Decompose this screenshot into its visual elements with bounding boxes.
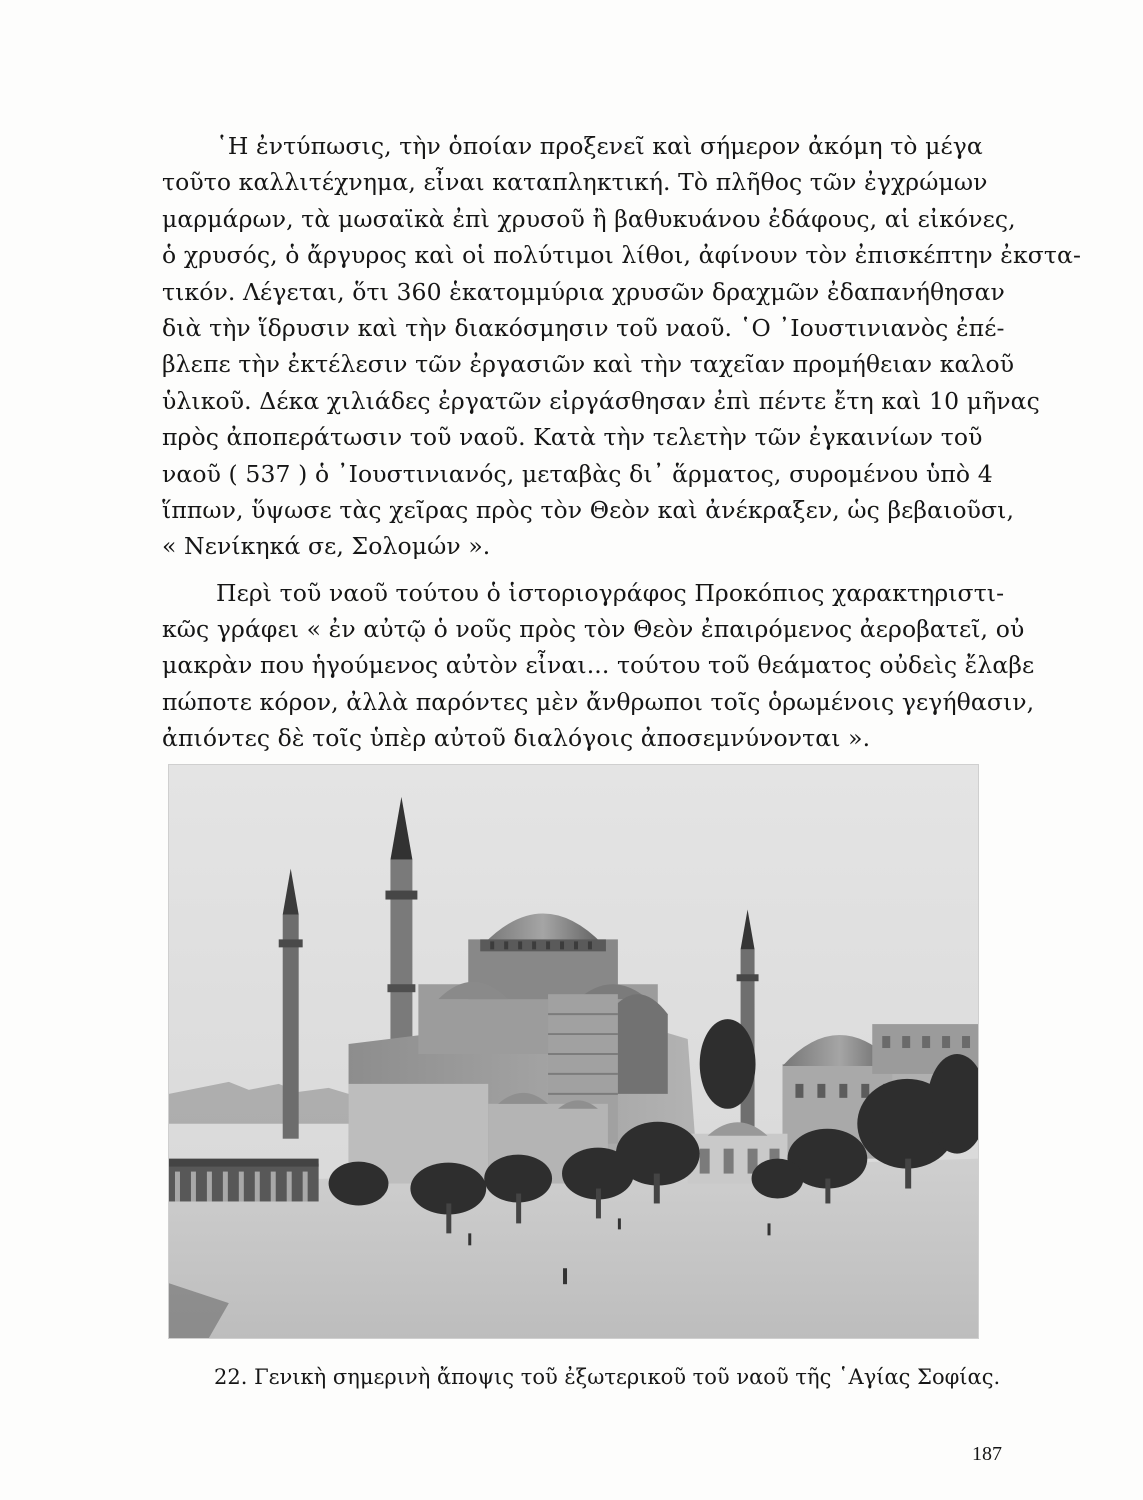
paragraph-1-line: « Νενίκηκά σε, Σολομών ». (162, 532, 491, 561)
hagia-sophia-illustration (169, 765, 978, 1338)
paragraph-1-line: ὑλικοῦ. Δέκα χιλιάδες ἐργατῶν εἰργάσθησαν ἐπὶ πέντε ἔτη καὶ 10 μῆνας (162, 386, 1040, 415)
paragraph-1-line: ῾Η ἐντύπωσις, τὴν ὁποίαν προξενεῖ καὶ σήμερον ἀκόμη τὸ μέγα (216, 132, 983, 160)
paragraph-2-line: μακρὰν που ἡγούμενος αὐτὸν εἶναι... τούτου τοῦ θεάματος οὐδεὶς ἔλαβε (162, 651, 1035, 680)
paragraph-gap (162, 565, 1004, 575)
paragraph-1-line: διὰ τὴν ἵδρυσιν καὶ τὴν διακόσμησιν τοῦ ναοῦ. ῾Ο ᾽Ιουστινιανὸς ἐπέ- (162, 313, 1005, 342)
page-number: 187 (972, 1443, 1002, 1465)
paragraph-1-line: μαρμάρων, τὰ μωσαϊκὰ ἐπὶ χρυσοῦ ἢ βαθυκυάνου ἐδάφους, αἱ εἰκόνες, (162, 204, 1016, 233)
paragraph-1-line: βλεπε τὴν ἐκτέλεσιν τῶν ἐργασιῶν καὶ τὴν ταχεῖαν προμήθειαν καλοῦ (162, 350, 1015, 379)
paragraph-2-line: ἀπιόντες δὲ τοῖς ὑπὲρ αὐτοῦ διαλόγοις ἀποσεμνύνονται ». (162, 724, 871, 753)
paragraph-1-line: ναοῦ ( 537 ) ὁ ᾽Ιουστινιανός, μεταβὰς δι᾽ ἅρματος, συρομένου ὑπὸ 4 (162, 459, 993, 488)
paragraph-1-line: ὁ χρυσός, ὁ ἄργυρος καὶ οἱ πολύτιμοι λίθοι, ἀφίνουν τὸν ἐπισκέπτην ἐκστα- (162, 241, 1082, 270)
paragraph-1-line: πρὸς ἀποπεράτωσιν τοῦ ναοῦ. Κατὰ τὴν τελετὴν τῶν ἐγκαινίων τοῦ (162, 423, 983, 452)
body-text (162, 128, 1082, 757)
paragraph-2-line: Περὶ τοῦ ναοῦ τούτου ὁ ἱστοριογράφος Προκόπιος χαρακτηριστι- (216, 578, 1005, 607)
paragraph-1-line: τοῦτο καλλιτέχνημα, εἶναι καταπληκτική. Τὸ πλῆθος τῶν ἐγχρώμων (162, 168, 988, 197)
photo-caption: 22. Γενικὴ σημερινὴ ἄποψις τοῦ ἐξωτερικοῦ τοῦ ναοῦ τῆς ῾Αγίας Σοφίας. (214, 1365, 1001, 1389)
paragraph-2-line: πώποτε κόρον, ἀλλὰ παρόντες μὲν ἄνθρωποι τοῖς ὁρωμένοις γεγήθασιν, (162, 687, 1035, 716)
paragraph-1-line: ἵππων, ὕψωσε τὰς χεῖρας πρὸς τὸν Θεὸν καὶ ἀνέκραξεν, ὡς βεβαιοῦσι, (162, 495, 1015, 524)
paragraph-1-line: τικόν. Λέγεται, ὅτι 360 ἑκατομμύρια χρυσῶν δραχμῶν ἐδαπανήθησαν (162, 277, 1005, 306)
paragraph-2-line: κῶς γράφει « ἐν αὐτῷ ὁ νοῦς πρὸς τὸν Θεὸν ἐπαιρόμενος ἀεροβατεῖ, οὐ (162, 615, 1025, 644)
hagia-sophia-photograph (168, 764, 979, 1339)
